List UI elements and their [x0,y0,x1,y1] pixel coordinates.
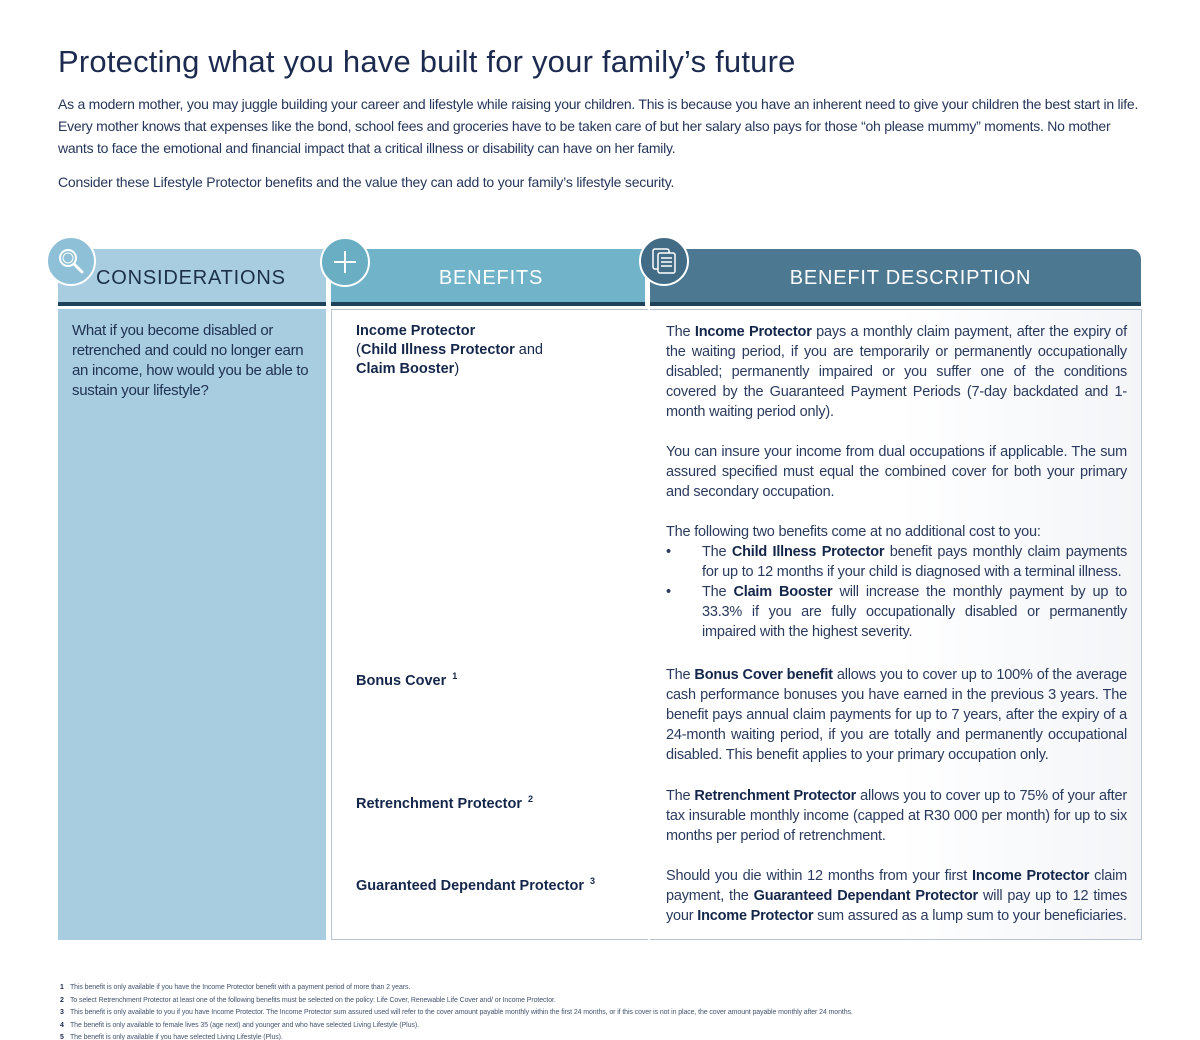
text-run: will pay up to 12 times your [666,888,1127,924]
footnote-text: This benefit is only available to you if you have Income Protector. The Income Protector sum assured used will refer to the cover amount payable monthly within the first 24 months, or if this cover is not in place, the cover amount payable monthly after 24 months. [70,1009,853,1016]
text-run: The [666,324,695,340]
footnote [58,995,1158,1008]
text-run: The [702,544,732,560]
benefit-description-header-label: BENEFIT DESCRIPTION [789,267,1032,289]
text-run: pays a monthly claim payment, after the expiry of the waiting period, if you are temporarily or permanently occupationally disabled; permanently impaired or you suffer one of the conditions covered by the Guaranteed Payment Periods (7-day backdated and 1-month waiting period only). [666,324,1127,420]
plus-icon [320,237,370,287]
consideration-text: What if you become disabled or retrenched and could no longer earn an income, how would you be able to sustain your lifestyle? [72,322,309,399]
text-run: claim payment, the [666,868,1127,904]
description-paragraph [666,786,1127,846]
footnote [58,1020,1158,1033]
description-paragraph [666,866,1127,926]
benefits-header-label: BENEFITS [438,267,544,289]
bullet-item [666,582,1127,642]
benefit-extra-name: Child Illness Protector [360,342,515,358]
footnote-number: 3 [60,1009,64,1016]
text-run: The [702,584,734,600]
description-retrenchment-protector [666,786,1127,846]
benefit-extra-open: ( [356,342,361,358]
footnote [58,1032,1158,1040]
text-run: sum assured as a lump sum to your beneficiaries. [813,908,1127,924]
bullet-dot: • [666,544,671,560]
footnote [58,982,1158,995]
benefit-name: Bonus Cover [356,673,447,689]
footnote-text: The benefit is only available if you have selected Living Lifestyle (Plus). [70,1034,283,1040]
benefit-description-header [650,249,1141,306]
description-paragraph: You can insure your income from dual occupations if applicable. The sum assured specified must equal the combined cover for both your primary and secondary occupation. [666,444,1127,500]
text-emphasis: Claim Booster [733,584,833,600]
footnote-ref: 1 [452,671,458,681]
text-emphasis: Income Protector [972,868,1090,884]
bullet-dot: • [666,584,671,600]
description-income-protector [666,322,1127,642]
benefit-extra-name: Claim Booster [356,361,455,377]
footnote-number: 2 [60,996,64,1004]
footnote-number: 1 [60,984,64,991]
text-run: allows you to cover up to 100% of the average cash performance bonuses you have earned in the previous 3 years. The benefit pays annual claim payments for up to 7 years, after the expiry of a 24-month waiting period, if you are totally and permanently occupational disabled. This benefit applies to your primary occupation only. [666,667,1128,763]
footnote-text: The benefit is only available to female lives 35 (age next) and younger and who have selected Living Lifestyle (Plus). [70,1021,419,1029]
text-run: The [666,788,695,804]
benefit-extra-and: and [514,342,543,358]
description-paragraph [666,665,1127,765]
benefit-name: Retrenchment Protector [356,796,522,812]
description-paragraph: The following two benefits come at no additional cost to you: [666,524,1041,540]
footnote-ref: 2 [527,794,533,804]
page-title: Protecting what you have built for your family’s future [58,44,796,79]
benefit-guaranteed-dependant-protector [356,872,636,896]
text-run: Should you die within 12 months from your first [666,868,972,884]
text-emphasis: Guaranteed Dependant Protector [753,888,979,904]
text-run: allows you to cover up to 75% of your after tax insurable monthly income (capped at R30 000 per month) for up to six months per period of retrenchment. [666,788,1127,844]
benefit-name: Income Protector [356,323,476,339]
considerations-column [58,309,326,940]
text-run: will increase the monthly payment by up to 33.3% if you are fully occupationally disabled or permanently impaired with the highest severity. [702,584,1128,640]
footnote [58,1007,1158,1020]
text-emphasis: Income Protector [694,324,812,340]
intro-paragraph: As a modern mother, you may juggle building your career and lifestyle while raising your children. This is because you have an inherent need to give your children the best start in life. Every mother knows that expenses like the bond, school fees and groceries have to be taken care of but her salary also pays for those “oh please mummy” moments. No mother wants to face the emotional and financial impact that a critical illness or disability can have on her family. [58,96,1139,156]
magnifier-icon [46,236,96,286]
footnote-text: To select Retrenchment Protector at least one of the following benefits must be selected on the policy: Life Cover, Renewable Life Cover and/ or Income Protector. [70,996,556,1004]
footnote-ref: 3 [590,876,596,886]
text-run: benefit pays monthly claim payments for up to 12 months if your child is diagnosed with a terminal illness. [702,544,1128,580]
footnote-number: 5 [60,1034,64,1040]
benefit-retrenchment-protector [356,790,636,814]
text-emphasis: Bonus Cover benefit [694,667,833,683]
text-run: The [666,667,695,683]
footnote-text: This benefit is only available if you have the Income Protector benefit with a payment period of more than 2 years. [70,984,411,991]
description-paragraph [666,322,1127,422]
intro-paragraph-2: Consider these Lifestyle Protector benefits and the value they can add to your family’s lifestyle security. [58,174,675,190]
description-bonus-cover [666,665,1127,765]
footnotes [58,982,1158,1040]
benefit-extra-close: ) [454,361,460,377]
column-divider [648,309,650,940]
benefits-header [331,249,645,306]
description-guaranteed-dependant-protector [666,866,1127,926]
text-emphasis: Child Illness Protector [731,544,885,560]
bullet-item [666,542,1127,582]
considerations-header [58,249,326,306]
benefit-income-protector [356,322,636,379]
text-emphasis: Retrenchment Protector [694,788,857,804]
benefit-name: Guaranteed Dependant Protector [356,878,585,894]
considerations-header-label: CONSIDERATIONS [96,267,286,289]
footnote-number: 4 [60,1021,64,1029]
document-stack-icon [639,236,689,286]
text-emphasis: Income Protector [697,908,814,924]
benefit-bonus-cover [356,667,636,691]
